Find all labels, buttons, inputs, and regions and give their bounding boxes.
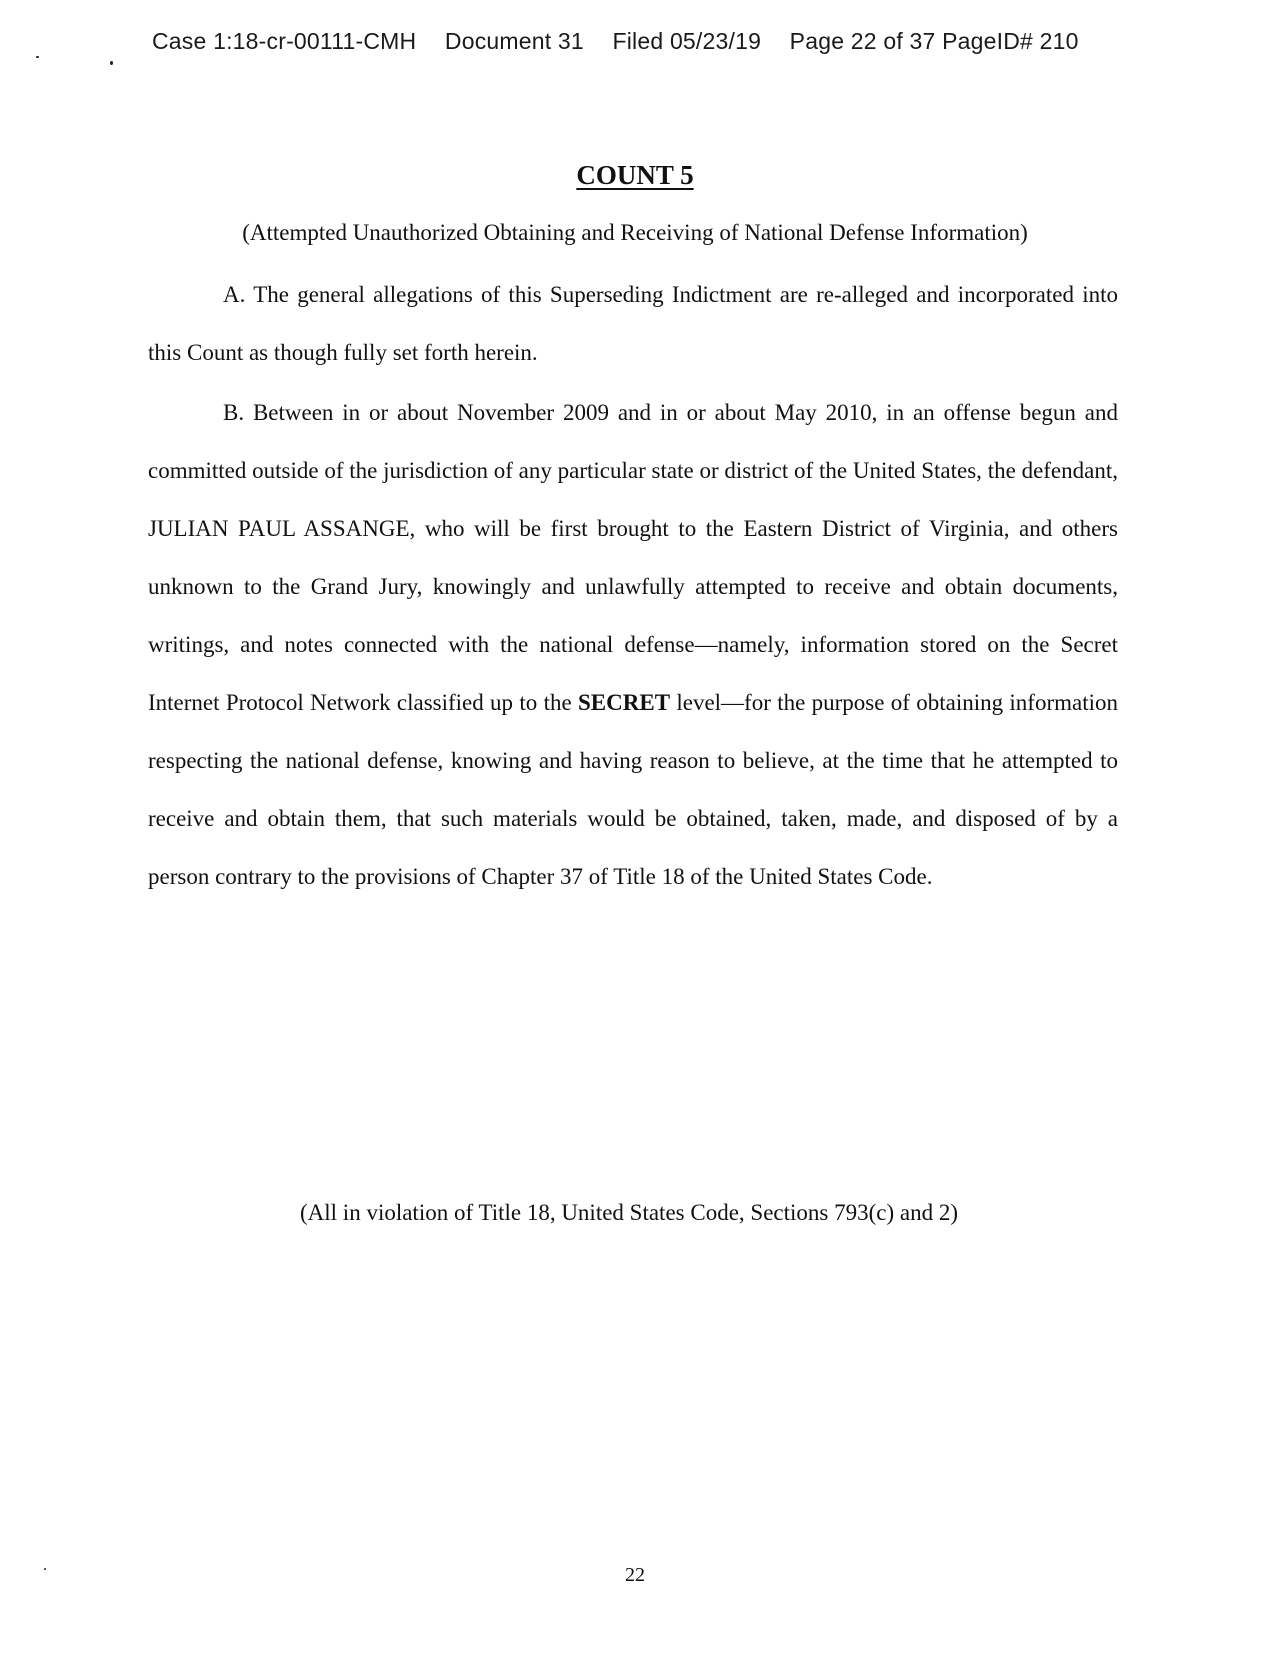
- paragraph-b-text-2: level—for the purpose of obtaining information respecting the national defense, knowing and having reason to believe, at the time that he attempted to receive and obtain them, that such materials would be obtained, taken, made, and disposed of by a person contrary to the provisions of Chapter 37 of Title 18 of the United States Code.: [148, 690, 1119, 889]
- count-subtitle: (Attempted Unauthorized Obtaining and Receiving of National Defense Information): [242, 220, 1028, 245]
- paragraph-a: A. The general allegations of this Superseding Indictment are re-alleged and incorporated into this Count as though fully set forth herein.: [148, 282, 1118, 365]
- document-number: Document 31: [444, 28, 584, 54]
- case-number: Case 1:18-cr-00111-CMH: [152, 28, 417, 54]
- paragraph-b-text-1: B. Between in or about November 2009 and in or about May 2010, in an offense begun and committed outside of the jurisdiction of any particular state or district of the United States, the defendant, JULIAN PAUL ASSANGE, who will be first brought to the Eastern District of Virginia, and others unknown to the Grand Jury, knowingly and unlawfully attempted to receive and obtain documents, writings, and notes connected with the national defense—namely, information stored on the Secret Internet Protocol Network classified up to the: [148, 400, 1118, 715]
- paragraph-b: [148, 384, 1118, 906]
- page-info: Page 22 of 37 PageID# 210: [789, 28, 1079, 54]
- scan-speck: [44, 1568, 46, 1570]
- count-title: COUNT 5: [576, 160, 694, 190]
- classification-level: SECRET: [578, 690, 671, 715]
- violation-statement: (All in violation of Title 18, United States Code, Sections 793(c) and 2): [300, 1200, 958, 1225]
- filed-date: Filed 05/23/19: [612, 28, 762, 54]
- scan-speck: [36, 56, 39, 58]
- scan-speck: [110, 61, 113, 65]
- page-number: 22: [625, 1564, 645, 1586]
- case-header: [152, 28, 1079, 55]
